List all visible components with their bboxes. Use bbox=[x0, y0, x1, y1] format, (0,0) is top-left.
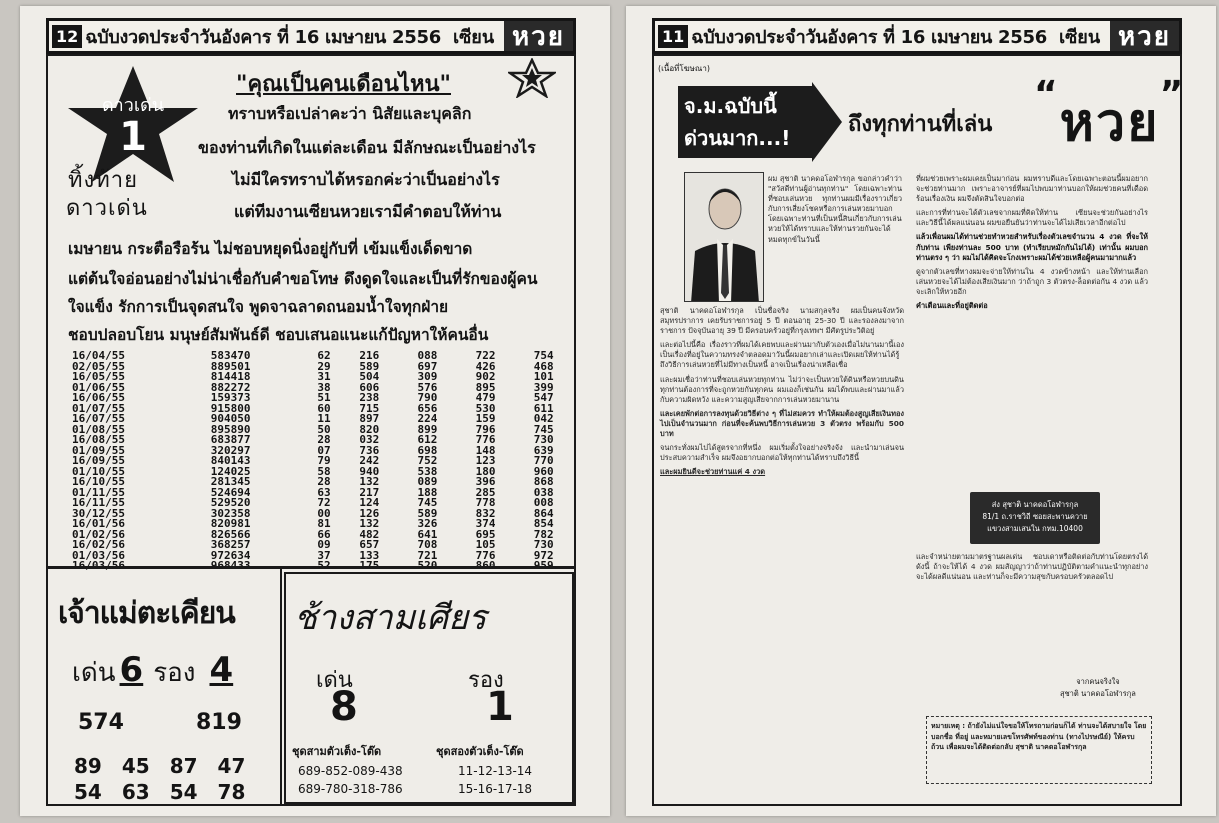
paragraph: ผม สุชาติ นาคดอโอฬารกุล ขอกล่าวคำว่า "สวัสดีท่านผู้อ่านทุกท่าน" โดยเฉพาะท่านที่ชอบเล่นหวย ทุกท่านผมมีเรื่องราวเกี่ยวกับการเสี่ยงโชคหรือการเล่นหวยมาบอกโดยเฉพาะท่านที่เป็นหนี้สินเกี่ยวกับการเล่นหวยให้ได้ทราบและให้ท่านรวยกันจะได้หมดทุกข์ในวันนี้ bbox=[768, 174, 902, 244]
table-cell: 576 bbox=[417, 380, 438, 394]
table-cell: 01/07/55 bbox=[72, 401, 125, 415]
table-cell: 683877 bbox=[210, 433, 251, 446]
headline-part1: ถึงทุกท่านที่เล่น bbox=[848, 112, 993, 137]
urgent-arrow-banner bbox=[678, 82, 842, 162]
table-cell: 776 bbox=[475, 433, 496, 446]
warning-heading: คำเตือนและที่อยู่ติดต่อ bbox=[916, 301, 988, 311]
box2-set3-row-1: 689-852-089-438 bbox=[298, 764, 403, 778]
table-cell: 368257 bbox=[210, 538, 251, 551]
table-cell: 589 bbox=[417, 506, 438, 520]
table-cell: 105 bbox=[475, 538, 496, 551]
table-cell: 796 bbox=[475, 422, 496, 436]
box2-set2-label: ชุดสองตัวเต็ง-โต๊ด bbox=[436, 745, 524, 758]
table-cell: 715 bbox=[359, 401, 380, 415]
body-line-3: ใจแข็ง รักการเป็นจุดสนใจ พูดจาฉลาดถนอมน้ำใจทุกฝ่าย bbox=[68, 298, 449, 316]
table-cell: 101 bbox=[533, 370, 554, 383]
page-header bbox=[652, 18, 1182, 54]
table-cell: 089 bbox=[417, 475, 438, 488]
table-cell: 695 bbox=[475, 527, 496, 541]
table-cell: 583470 bbox=[210, 349, 251, 362]
two-digit-number: 54 bbox=[74, 780, 102, 804]
table-cell: 81 bbox=[317, 517, 331, 530]
table-cell: 132 bbox=[359, 475, 380, 488]
table-cell: 915800 bbox=[210, 401, 251, 415]
headline-part2: หวย bbox=[1059, 93, 1160, 153]
table-cell: 320297 bbox=[210, 443, 251, 457]
address-box bbox=[970, 492, 1100, 544]
table-cell: 60 bbox=[317, 401, 331, 415]
table-cell: 606 bbox=[359, 380, 380, 394]
box2-sub-value: 1 bbox=[486, 684, 514, 730]
box-jao-mae-takhian bbox=[54, 572, 276, 804]
box2-set3-label: ชุดสามตัวเต็ง-โต๊ด bbox=[292, 745, 382, 758]
table-cell: 782 bbox=[533, 527, 554, 541]
table-cell: 820 bbox=[359, 422, 380, 436]
body-line-1: เมษายน กระตือรือร้น ไม่ชอบหยุดนิ่งอยู่กับที่ เข้มแข็งเด็ดขาด bbox=[68, 240, 473, 258]
box-divider bbox=[280, 568, 282, 806]
star-outline-icon bbox=[508, 58, 556, 98]
table-cell: 895890 bbox=[210, 422, 251, 436]
table-cell: 754 bbox=[533, 349, 554, 362]
table-cell: 28 bbox=[317, 433, 331, 446]
side-label-2: ดาวเด่น bbox=[66, 196, 148, 221]
table-cell: 01/02/56 bbox=[72, 527, 125, 541]
table-cell: 639 bbox=[533, 443, 554, 457]
table-cell: 778 bbox=[475, 496, 496, 509]
address-line: ส่ง สุชาติ นาคดอโอฬารกุล bbox=[991, 500, 1079, 509]
paragraph: ที่ผมช่วยเพราะผมเคยเป็นมาก่อน ผมทราบดีและโดยเฉพาะตอนนี้ผมอยากจะช่วยท่านมาก เพราะอาจารย์ที่ผมไปพบมาท่านบอกให้ผมช่วยคนที่เดือดร้อนเรื่องเงิน ผมจึงตัดสินใจบอกต่อ bbox=[916, 174, 1148, 204]
table-cell: 722 bbox=[475, 349, 496, 362]
page-number: 12 bbox=[52, 25, 82, 48]
table-cell: 16/10/55 bbox=[72, 475, 125, 488]
table-cell: 776 bbox=[475, 548, 496, 562]
box2-set2-row-1: 11-12-13-14 bbox=[458, 764, 533, 778]
section-divider bbox=[46, 566, 576, 569]
table-cell: 00 bbox=[317, 506, 331, 520]
table-cell: 864 bbox=[533, 506, 554, 520]
column-left-body bbox=[660, 306, 904, 477]
column-right-closing bbox=[916, 552, 1148, 582]
table-cell: 50 bbox=[317, 422, 331, 436]
table-cell: 16/04/55 bbox=[72, 349, 125, 362]
signoff-line: จากคนจริงใจ bbox=[1076, 677, 1120, 686]
table-cell: 01/06/55 bbox=[72, 380, 125, 394]
table-cell: 132 bbox=[359, 517, 380, 530]
paragraph: และเคยพักต่อการลงทุนด้วยวิธีต่าง ๆ ที่ไม่สมควร ทำให้ผมต้องสูญเสียเงินทองไปเป็นจำนวนมาก ก่อนที่จะค้นพบวิธีการเล่นหวย 3 ตัวตรง พร้อมกับ 500 บาท bbox=[660, 408, 904, 439]
table-cell: 904050 bbox=[210, 412, 251, 425]
table-cell: 504 bbox=[359, 370, 380, 383]
table-cell: 62 bbox=[317, 349, 331, 362]
table-cell: 01/08/55 bbox=[72, 422, 125, 436]
table-cell: 899 bbox=[417, 422, 438, 436]
table-cell: 868 bbox=[533, 475, 554, 488]
table-cell: 736 bbox=[359, 443, 380, 457]
table-cell: 123 bbox=[475, 454, 496, 467]
table-cell: 790 bbox=[417, 391, 438, 404]
table-cell: 820981 bbox=[210, 517, 251, 530]
page-header bbox=[46, 18, 576, 54]
address-line: แขวงสามเสนใน กทม.10400 bbox=[987, 524, 1083, 533]
header-sian: เซียน bbox=[452, 26, 495, 48]
table-cell: 238 bbox=[359, 391, 380, 404]
advert-tag: (เนื้อที่โฆษณา) bbox=[658, 64, 710, 73]
table-cell: 547 bbox=[533, 391, 554, 404]
table-cell: 16/06/55 bbox=[72, 391, 125, 404]
box2-main-value: 8 bbox=[330, 684, 358, 730]
author-photo bbox=[684, 172, 764, 302]
star-badge-label: ดาวเด่น bbox=[101, 95, 165, 116]
box1-three-digit-2: 819 bbox=[196, 710, 242, 735]
table-cell: 396 bbox=[475, 475, 496, 488]
table-cell: 188 bbox=[417, 485, 438, 499]
table-cell: 814418 bbox=[210, 370, 251, 383]
headline-hua: “ หวย ” bbox=[1034, 80, 1185, 163]
table-cell: 126 bbox=[359, 506, 380, 520]
table-cell: 612 bbox=[417, 433, 438, 446]
table-cell: 972634 bbox=[210, 548, 251, 562]
table-cell: 159373 bbox=[210, 391, 251, 404]
table-cell: 124025 bbox=[210, 464, 251, 478]
table-cell: 589 bbox=[359, 359, 380, 373]
table-cell: 133 bbox=[359, 548, 380, 562]
table-cell: 01/03/56 bbox=[72, 548, 125, 562]
two-digit-number: 45 bbox=[121, 754, 150, 778]
header-brand-logo: หวย bbox=[1110, 21, 1179, 51]
issue-title: ฉบับงวดประจำวันอังคาร ที่ 16 เมษายน 2556 bbox=[85, 26, 441, 48]
table-cell: 281345 bbox=[210, 475, 251, 488]
table-cell: 730 bbox=[533, 433, 554, 446]
intro-line-3: ไม่มีใครทราบได้หรอกค่ะว่าเป็นอย่างไร bbox=[232, 170, 500, 189]
header-sian: เซียน bbox=[1058, 26, 1101, 48]
box1-three-digit-1: 574 bbox=[78, 710, 124, 735]
table-cell: 29 bbox=[317, 359, 331, 373]
table-cell: 468 bbox=[533, 359, 554, 373]
table-cell: 730 bbox=[533, 538, 554, 551]
box-chang-sam-sian bbox=[284, 572, 574, 804]
table-cell: 285 bbox=[475, 485, 496, 499]
table-cell: 745 bbox=[533, 422, 554, 436]
note-box: หมายเหตุ : ถ้ายังไม่แน่ใจขอให้โทรถามก่อนก็ได้ ท่านจะได้สบายใจ โดยบอกชื่อ ที่อยู่ และหมายเลขโทรศัพท์ของท่าน (ทางไปรษณีย์) ให้ครบถ้วน เพื่อผมจะได้ติดต่อกลับ สุชาติ นาคดอโอฬารกุล bbox=[926, 716, 1152, 784]
star-badge-number: 1 bbox=[119, 114, 147, 160]
table-cell: 217 bbox=[359, 485, 380, 499]
table-cell: 529520 bbox=[210, 496, 251, 509]
body-line-4: ชอบปลอบโยน มนุษย์สัมพันธ์ดี ชอบเสนอแนะแก้ปัญหาให้คนอื่น bbox=[68, 326, 489, 344]
two-digit-number: 47 bbox=[217, 754, 246, 778]
table-cell: 02/05/55 bbox=[72, 359, 125, 373]
paragraph: จนกระทั่งผมไปได้สูตรจากที่หนึ่ง ผมเริ่มตั้งใจอย่างจริงจัง และนำมาเล่นจนประสบความสำเร็จ ผมจึงอยากบอกต่อให้ทุกท่านได้ทราบถึงวิธีนี้ bbox=[660, 443, 904, 463]
table-cell: 180 bbox=[475, 464, 496, 478]
table-cell: 656 bbox=[417, 401, 438, 415]
issue-title: ฉบับงวดประจำวันอังคาร ที่ 16 เมษายน 2556 bbox=[691, 26, 1047, 48]
table-cell: 840143 bbox=[210, 454, 251, 467]
column-right-body bbox=[916, 174, 1148, 311]
signoff bbox=[1060, 676, 1136, 700]
table-cell: 326 bbox=[417, 517, 438, 530]
signoff-name: สุชาติ นาคดอโอฬารกุล bbox=[1060, 689, 1136, 698]
column-left-intro bbox=[768, 174, 902, 245]
table-cell: 16/08/55 bbox=[72, 433, 125, 446]
table-cell: 28 bbox=[317, 475, 331, 488]
address-line: 81/1 ถ.ราชวิถี ซอยสะพานควาย bbox=[982, 512, 1088, 521]
table-cell: 01/11/55 bbox=[72, 485, 125, 499]
table-cell: 721 bbox=[417, 548, 438, 562]
table-cell: 854 bbox=[533, 517, 554, 530]
person-portrait-icon bbox=[685, 173, 764, 302]
table-cell: 66 bbox=[317, 527, 331, 541]
two-digit-number: 78 bbox=[217, 780, 246, 804]
table-cell: 58 bbox=[317, 464, 331, 478]
paragraph: และผมเชื่อว่าท่านที่ชอบเล่นหวยทุกท่าน ไม่ว่าจะเป็นหวยใต้ดินหรือหวยบนดิน ทุกท่านต้องการที่จะถูกหวยกันทุกคน ผมเองก็เช่นกัน ผมได้พบและผ่านมาแล้วกับความผิดหวัง และความสูญเสียจากการเล่นหวยมานาน bbox=[660, 374, 904, 404]
table-cell: 698 bbox=[417, 443, 438, 457]
article-title: "คุณเป็นคนเดือนไหน" bbox=[236, 72, 451, 97]
intro-line-2: ของท่านที่เกิดในแต่ละเดือน มีลักษณะเป็นอย่างไร bbox=[198, 138, 536, 157]
table-cell: 940 bbox=[359, 464, 380, 478]
box2-set2-row-2: 15-16-17-18 bbox=[458, 782, 533, 796]
box1-two-digit-row-1 bbox=[74, 754, 245, 778]
header-brand-logo: หวย bbox=[504, 21, 573, 51]
table-cell: 148 bbox=[475, 443, 496, 457]
table-cell: 426 bbox=[475, 359, 496, 373]
table-cell: 242 bbox=[359, 454, 380, 467]
box2-title: ช้างสามเศียร bbox=[294, 598, 487, 638]
table-cell: 302358 bbox=[210, 506, 251, 520]
table-cell: 01/10/55 bbox=[72, 464, 125, 478]
table-cell: 708 bbox=[417, 538, 438, 551]
intro-line-1: ทราบหรือเปล่าคะว่า นิสัยและบุคลิก bbox=[228, 104, 472, 123]
paragraph: ดูจากตัวเลขที่ทางผมจะจ่ายให้ท่านใน 4 งวดข้างหน้า และให้ท่านเลือกเล่นหวยจะได้ไม่ต้องเสียเงินมาก ว่าถ้าถูก 3 ตัวตรง-ล็อตต่อกัน 4 งวด แล้วจะเลิกให้หวยอีก bbox=[916, 266, 1148, 296]
table-cell: 960 bbox=[533, 464, 554, 478]
table-cell: 611 bbox=[533, 401, 554, 415]
table-cell: 042 bbox=[533, 412, 554, 425]
table-cell: 538 bbox=[417, 464, 438, 478]
two-digit-number: 63 bbox=[121, 780, 150, 804]
box1-two-digit-row-2 bbox=[74, 780, 245, 804]
box1-sub-label: รอง bbox=[153, 658, 196, 688]
box2-sub-label: รอง bbox=[468, 668, 504, 693]
table-cell: 79 bbox=[317, 454, 331, 467]
table-cell: 159 bbox=[475, 412, 496, 425]
page-number: 11 bbox=[658, 25, 688, 48]
body-line-2: แต่ต้นใจอ่อนอย่างไม่น่าเชื่อกับคำขอโทษ ดึงดูดใจและเป็นที่รักของผู้คน bbox=[68, 270, 538, 288]
table-cell: 832 bbox=[475, 506, 496, 520]
arrow-text-1: จ.ม.ฉบับนี้ bbox=[684, 94, 777, 118]
table-cell: 882272 bbox=[210, 380, 251, 394]
table-cell: 032 bbox=[359, 433, 380, 446]
table-cell: 641 bbox=[417, 527, 438, 541]
table-cell: 697 bbox=[417, 359, 438, 373]
table-cell: 088 bbox=[417, 349, 438, 362]
two-digit-number: 87 bbox=[169, 754, 198, 778]
table-cell: 30/12/55 bbox=[72, 506, 125, 520]
table-cell: 31 bbox=[317, 370, 331, 383]
table-cell: 374 bbox=[475, 517, 496, 530]
box1-sub-value: 4 bbox=[209, 650, 234, 690]
table-cell: 16/11/55 bbox=[72, 496, 125, 509]
two-digit-number: 54 bbox=[169, 780, 198, 804]
table-cell: 482 bbox=[359, 527, 380, 541]
box2-main-label: เด่น bbox=[316, 668, 353, 693]
table-cell: 657 bbox=[359, 538, 380, 551]
paragraph: และต่อไปนี้คือ เรื่องราวที่ผมได้เคยพบและผ่านมากับตัวเองเมื่อไม่นานมานี้เอง เป็นเรื่องที่อยู่ในความทรงจำตลอดมาวันนี้ผมอยากเล่าและเปิดเผยให้ท่านได้รู้ถึงวิธีการเล่นหวยที่ไม่มีทางเป็นหนี้ อาจเป็นเรื่องน่าเหลือเชื่อ bbox=[660, 340, 904, 370]
lottery-stats-table bbox=[70, 351, 590, 572]
table-cell: 216 bbox=[359, 349, 380, 362]
table-cell: 72 bbox=[317, 496, 331, 509]
left-page bbox=[20, 6, 610, 816]
table-cell: 124 bbox=[359, 496, 380, 509]
column-footer: และผมยินดีจะช่วยท่านแค่ 4 งวด bbox=[660, 467, 766, 477]
table-cell: 399 bbox=[533, 380, 554, 394]
table-cell: 895 bbox=[475, 380, 496, 394]
paragraph: สุชาติ นาคดอโอฬารกุล เป็นชื่อจริง นามสกุลจริง ผมเป็นคนจังหวัดสมุทรปราการ เคยรับราชการอยู่ 5 ปี ตอนอายุ 25-30 ปี และรองลงมาจากราชการ ปัจจุบันอายุ 39 ปี มีครอบครัวอยู่ที่กรุงเทพฯ มีศัตรูประวิติอยู่ bbox=[660, 306, 904, 336]
table-cell: 745 bbox=[417, 496, 438, 509]
table-cell: 008 bbox=[533, 496, 554, 509]
right-page bbox=[626, 6, 1216, 816]
table-cell: 752 bbox=[417, 454, 438, 467]
table-cell: 530 bbox=[475, 401, 496, 415]
table-cell: 16/01/56 bbox=[72, 517, 125, 530]
table-cell: 972 bbox=[533, 548, 554, 562]
table-cell: 01/09/55 bbox=[72, 443, 125, 457]
two-digit-number: 89 bbox=[74, 754, 102, 778]
table-cell: 11 bbox=[317, 412, 331, 425]
box1-main-value: 6 bbox=[119, 650, 144, 690]
side-label-1: ทิ้งท้าย bbox=[68, 168, 138, 193]
table-cell: 16/09/55 bbox=[72, 454, 125, 467]
box1-title: เจ้าแม่ตะเคียน bbox=[58, 596, 235, 631]
table-cell: 38 bbox=[317, 380, 331, 394]
paragraph: แล้วเพื่อนผมได้ท่านช่วยทำหวยสำหรับเรื่องตัวเลขจำนวน 4 งวด ที่จะให้กับท่าน เพียงท่านละ 500 บาท (ทำเรียบหมักกันไม่ได้) เท่านั้น ผมบอกท่านตรง ๆ ว่า ผมไม่ได้คิดจะโกงเพราะผมได้ช่วยเหลือผู้คนมามากแล้ว bbox=[916, 232, 1148, 262]
table-cell: 09 bbox=[317, 538, 331, 551]
table-cell: 479 bbox=[475, 391, 496, 404]
table-cell: 16/05/55 bbox=[72, 370, 125, 383]
table-cell: 826566 bbox=[210, 527, 251, 541]
table-cell: 889501 bbox=[210, 359, 251, 373]
table-cell: 770 bbox=[533, 454, 554, 467]
intro-line-4: แต่ทีมงานเซียนหวยเรามีคำตอบให้ท่าน bbox=[234, 202, 502, 221]
table-cell: 07 bbox=[317, 443, 331, 457]
table-cell: 16/07/55 bbox=[72, 412, 125, 425]
paragraph: และจำหน่ายตามมาตรฐานผลเด่น ชอบเดาหรือติดต่อกับท่านโดยตรงได้ดังนี้ ถ้าจะให้ได้ 4 งวด ผมสัญญาว่าถ้าท่านปฏิบัติตามคำแนะนำทุกอย่างจะได้ผลดีแน่นอน และท่านก็จะมีความสุขกับครอบครัวตลอดไป bbox=[916, 552, 1148, 582]
table-cell: 224 bbox=[417, 412, 438, 425]
table-cell: 309 bbox=[417, 370, 438, 383]
table-cell: 16/02/56 bbox=[72, 538, 125, 551]
box2-set3-row-2: 689-780-318-786 bbox=[298, 782, 403, 796]
table-cell: 897 bbox=[359, 412, 380, 425]
table-cell: 63 bbox=[317, 485, 331, 499]
table-cell: 524694 bbox=[210, 485, 251, 499]
table-cell: 37 bbox=[317, 548, 331, 562]
arrow-text-2: ด่วนมาก...! bbox=[684, 126, 791, 150]
table-cell: 038 bbox=[533, 485, 554, 499]
table-cell: 51 bbox=[317, 391, 331, 404]
table-cell: 902 bbox=[475, 370, 496, 383]
paragraph: และการที่ท่านจะได้ตัวเลขจากผมที่คิดให้ท่าน เซียนจะช่วยกันอย่างไร และวิธีนี้ได้ผลแน่นอน ผมขอยืนยันว่าท่านจะได้ไม่เสียเวลาอีกต่อไป bbox=[916, 208, 1148, 228]
box1-main-label: เด่น bbox=[72, 658, 116, 688]
